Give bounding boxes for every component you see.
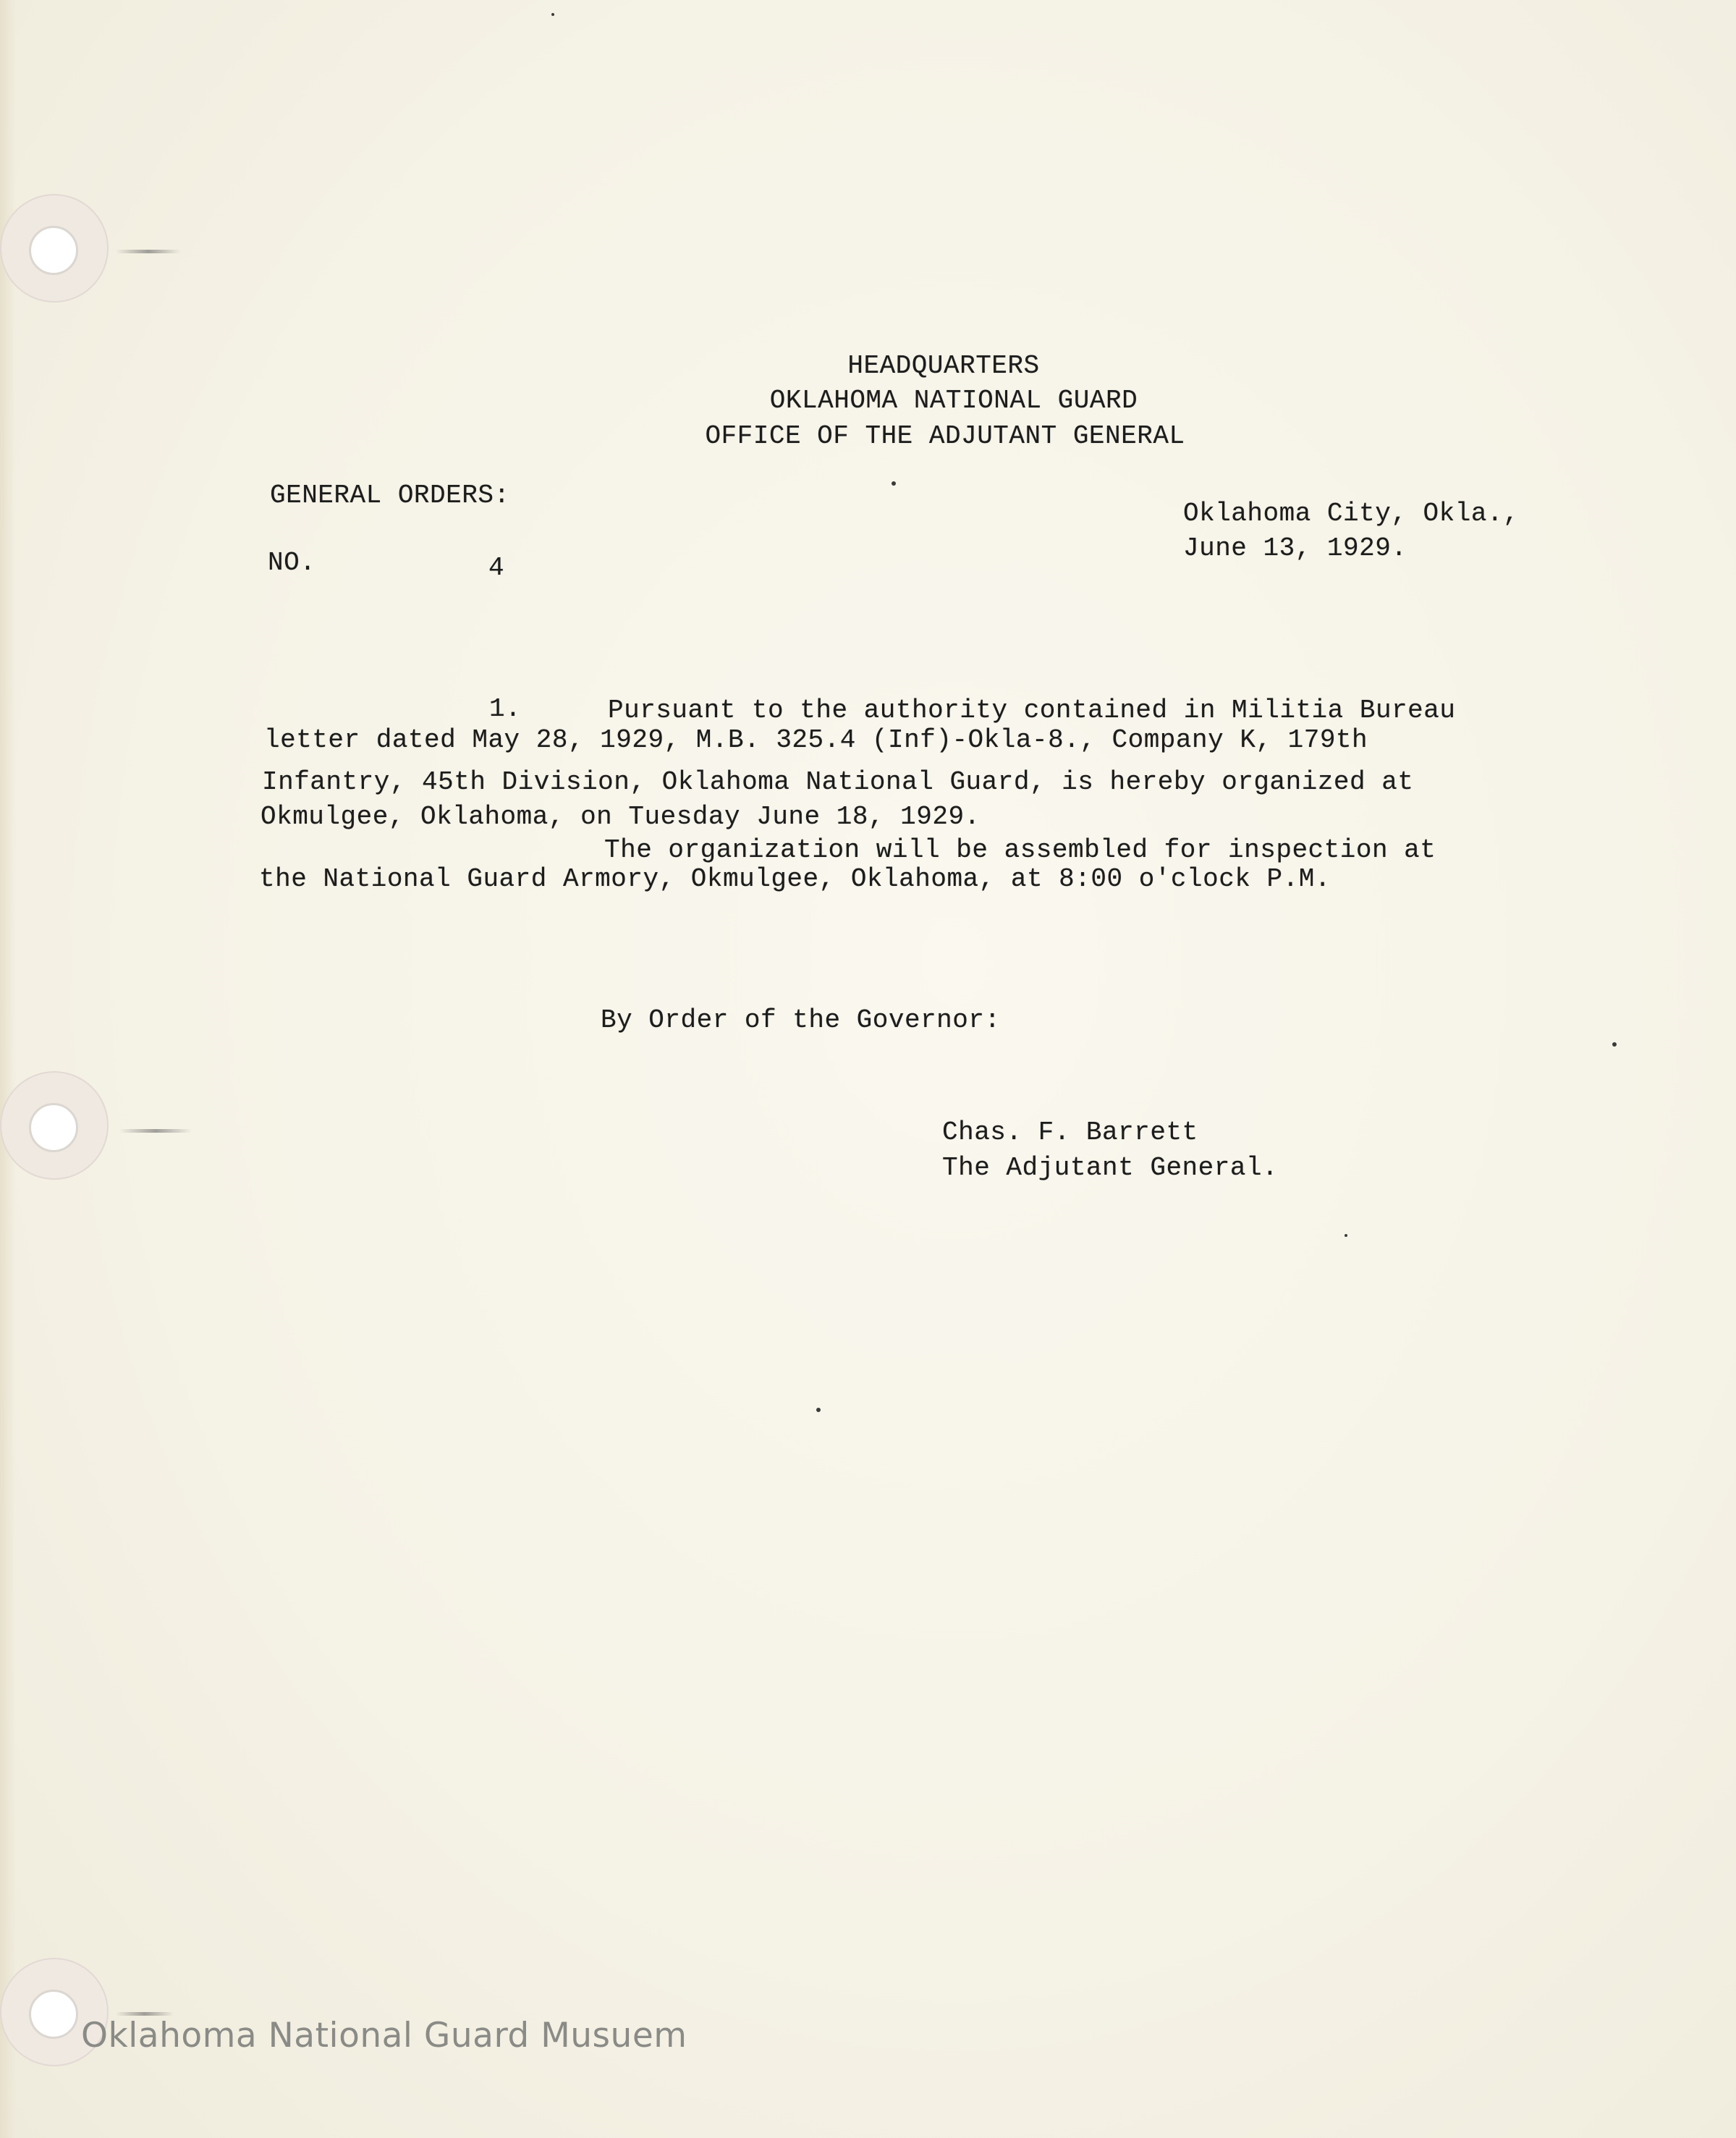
speck: [816, 1408, 821, 1412]
by-order-line: By Order of the Governor:: [601, 1005, 1001, 1035]
speck: [892, 481, 896, 486]
speck: [1612, 1042, 1617, 1047]
paragraph-line: The organization will be assembled for inspection at: [604, 835, 1436, 865]
header-line-3: OFFICE OF THE ADJUTANT GENERAL: [705, 421, 1185, 451]
punch-hole-middle: [0, 1071, 109, 1180]
punch-hole-top: [0, 194, 109, 303]
paragraph-line: letter dated May 28, 1929, M.B. 325.4 (Inf)-Okla-8., Company K, 179th: [264, 725, 1368, 755]
smudge-mark: [119, 1129, 192, 1133]
hole-icon: [29, 1103, 78, 1152]
hole-icon: [29, 226, 78, 275]
paragraph-number: 1.: [489, 694, 522, 724]
header-line-2: OKLAHOMA NATIONAL GUARD: [769, 386, 1138, 415]
speck: [551, 13, 554, 16]
paragraph-line: the National Guard Armory, Okmulgee, Oklahoma, at 8:00 o'clock P.M.: [259, 864, 1331, 894]
hole-icon: [29, 1990, 78, 2039]
museum-watermark: Oklahoma National Guard Musuem: [81, 2016, 687, 2055]
header-line-1: HEADQUARTERS: [847, 351, 1040, 381]
smudge-mark: [116, 250, 181, 253]
speck: [1345, 1234, 1347, 1237]
paragraph-line: Pursuant to the authority contained in Militia Bureau: [608, 696, 1456, 725]
paragraph-line: Infantry, 45th Division, Oklahoma National Guard, is hereby organized at: [262, 767, 1414, 797]
page-left-edge: [0, 0, 16, 2138]
order-number: 4: [488, 553, 505, 583]
date: June 13, 1929.: [1183, 533, 1407, 563]
order-number-label: NO.: [268, 548, 316, 578]
signer-title: The Adjutant General.: [942, 1153, 1279, 1183]
general-orders-label: GENERAL ORDERS:: [270, 481, 510, 510]
paragraph-line: Okmulgee, Oklahoma, on Tuesday June 18, 1929.: [261, 802, 981, 832]
signer-name: Chas. F. Barrett: [942, 1117, 1198, 1147]
place: Oklahoma City, Okla.,: [1183, 499, 1520, 528]
